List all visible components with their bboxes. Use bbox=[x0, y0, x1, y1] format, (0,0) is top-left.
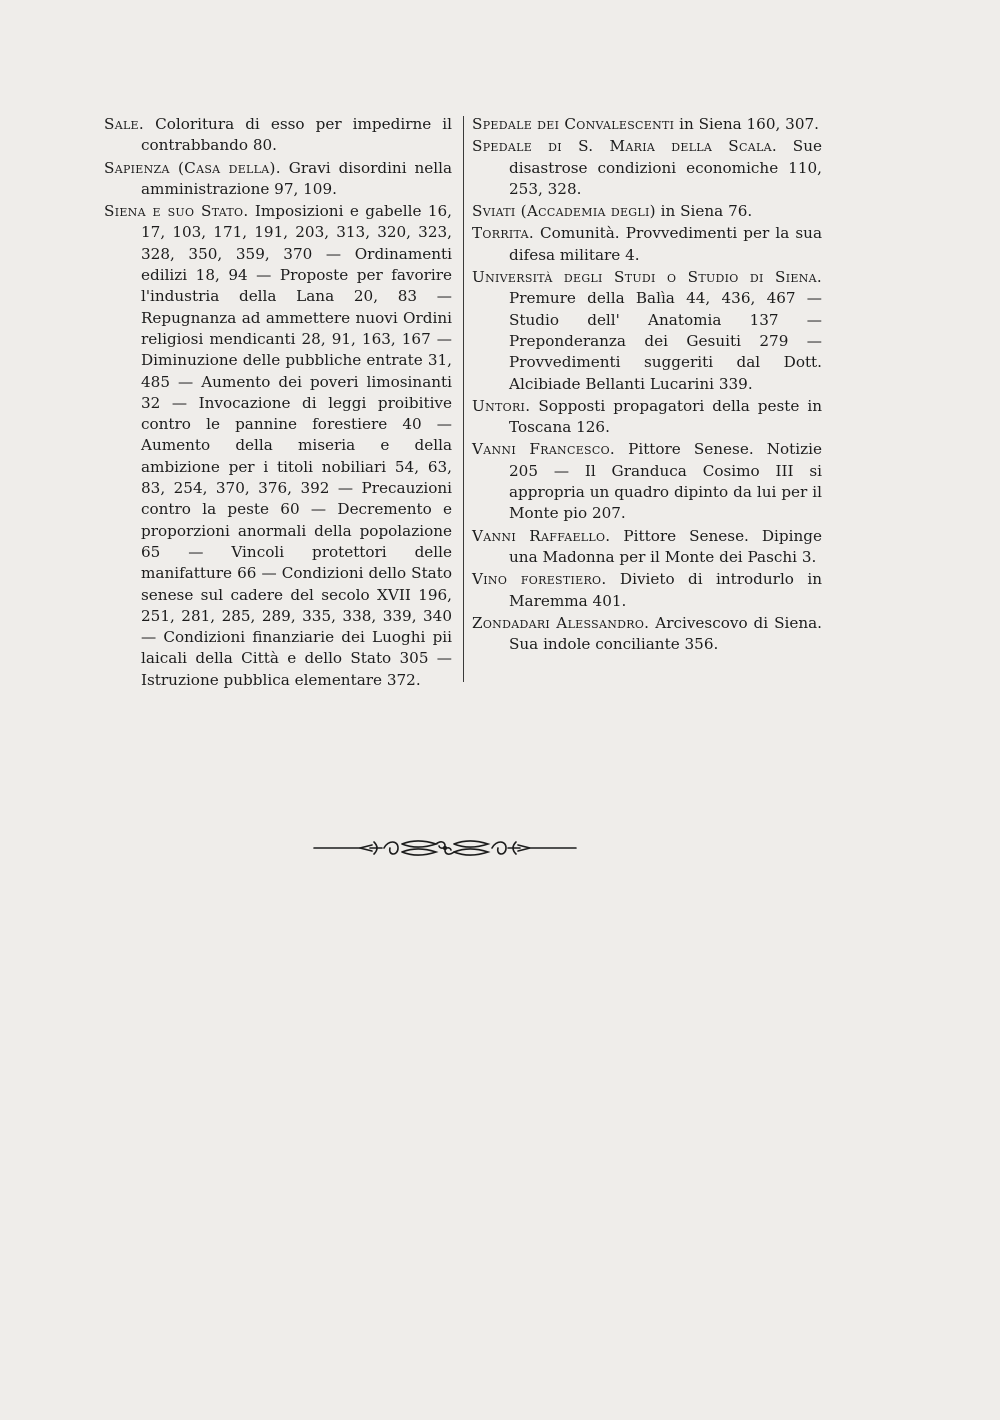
entry-heading: Spedale di S. Maria della Scala. bbox=[472, 137, 777, 156]
entry-text: in Siena 76. bbox=[655, 202, 753, 221]
index-entry-sale bbox=[104, 114, 452, 157]
entry-text: Comunità. Provvedimenti per la sua difesa militare 4. bbox=[509, 224, 822, 264]
index-column-right bbox=[472, 114, 822, 656]
entry-heading: Sviati (Accademia degli) bbox=[472, 202, 656, 221]
entry-heading: Vanni Raffaello. bbox=[472, 526, 611, 545]
entry-text: in Siena 160, 307. bbox=[674, 115, 819, 133]
entry-text: Pittore Senese. Dipinge una Madonna per il Monte dei Paschi 3. bbox=[509, 526, 822, 566]
entry-text: Sopposti propagatori della peste in Toscana 126. bbox=[509, 396, 822, 437]
index-column-left bbox=[104, 114, 452, 692]
entry-heading: Spedale dei Convalescenti bbox=[472, 115, 675, 133]
entry-heading: Siena e suo Stato. bbox=[104, 202, 249, 221]
entry-heading: Sale. bbox=[104, 115, 145, 133]
entry-text: Coloritura di esso per impedirne il contrabbando 80. bbox=[141, 115, 452, 155]
entry-text: Pittore Senese. Notizie 205 — Il Granduca Cosimo III si appropria un quadro dipinto da lui per il Monte pio 207. bbox=[509, 440, 822, 523]
index-entry-vino bbox=[472, 569, 822, 612]
index-entry-zondadari bbox=[472, 613, 822, 656]
index-entry-universita bbox=[472, 267, 822, 395]
entry-text: Arcivescovo di Siena. Sua indole conciliante 356. bbox=[509, 613, 822, 654]
entry-text: Gravi disordini nella amministrazione 97, 109. bbox=[141, 158, 453, 198]
entry-text: Imposizioni e gabelle 16, 17, 103, 171, 191, 203, 313, 320, 323, 328, 350, 359, 370 — Ordinamenti edilizi 18, 94 — Proposte per favorire l'industria della Lana 20, 83 — Repugnanza ad ammettere nuovi Ordini religiosi mendicanti 28, 91, 163, 167 — Diminuzione delle pubbliche entrate 31, 485 — Aumento dei poveri limosinanti 32 — Invocazione di leggi proibitive contro le pannine forestiere 40 — Aumento della miseria e della ambizione per i titoli nobiliari 54, 63, 83, 254, 370, 376, 392 — Precauzioni contro la peste 60 — Decremento e proporzioni anormali della popolazione 65 — Vincoli protettori delle manifatture 66 — Condizioni dello Stato senese sul cadere del secolo XVII 196, 251, 281, 285, 289, 335, 338, 339, 340 — Condizioni finanziarie dei Luoghi pii laicali della Città e dello Stato 305 — Istruzione pubblica elementare 372. bbox=[141, 202, 452, 689]
entry-heading: Vanni Francesco. bbox=[472, 440, 616, 459]
column-divider bbox=[463, 116, 464, 682]
index-entry-untori bbox=[472, 396, 822, 439]
entry-text: Sue disastrose condizioni economiche 110, 253, 328. bbox=[509, 137, 822, 198]
index-entry-sapienza bbox=[104, 158, 452, 201]
index-entry-vanni-raffaello bbox=[472, 526, 822, 569]
entry-heading: Untori. bbox=[472, 396, 531, 415]
index-entry-vanni-francesco bbox=[472, 439, 822, 524]
index-entry-siena bbox=[104, 201, 452, 691]
index-entry-spedale-convalescenti bbox=[472, 114, 822, 135]
entry-heading: Torrita. bbox=[472, 224, 534, 243]
entry-text: Premure della Balìa 44, 436, 467 — Studio dell' Anatomia 137 — Preponderanza dei Gesuiti 279 — Provvedimenti suggeriti dal Dott. Alcibiade Bellanti Lucarini 339. bbox=[509, 289, 822, 393]
index-entry-spedale-scala bbox=[472, 136, 822, 200]
entry-heading: Zondadari Alessandro. bbox=[472, 613, 650, 632]
index-entry-sviati bbox=[472, 201, 822, 222]
entry-text: Divieto di introdurlo in Maremma 401. bbox=[509, 570, 822, 610]
entry-heading: Vino forestiero. bbox=[472, 570, 607, 589]
decorative-printer-ornament-icon bbox=[312, 832, 578, 864]
entry-heading: Università degli Studi o Studio di Siena. bbox=[472, 268, 822, 287]
entry-heading: Sapienza (Casa della). bbox=[104, 158, 281, 177]
index-entry-torrita bbox=[472, 223, 822, 266]
